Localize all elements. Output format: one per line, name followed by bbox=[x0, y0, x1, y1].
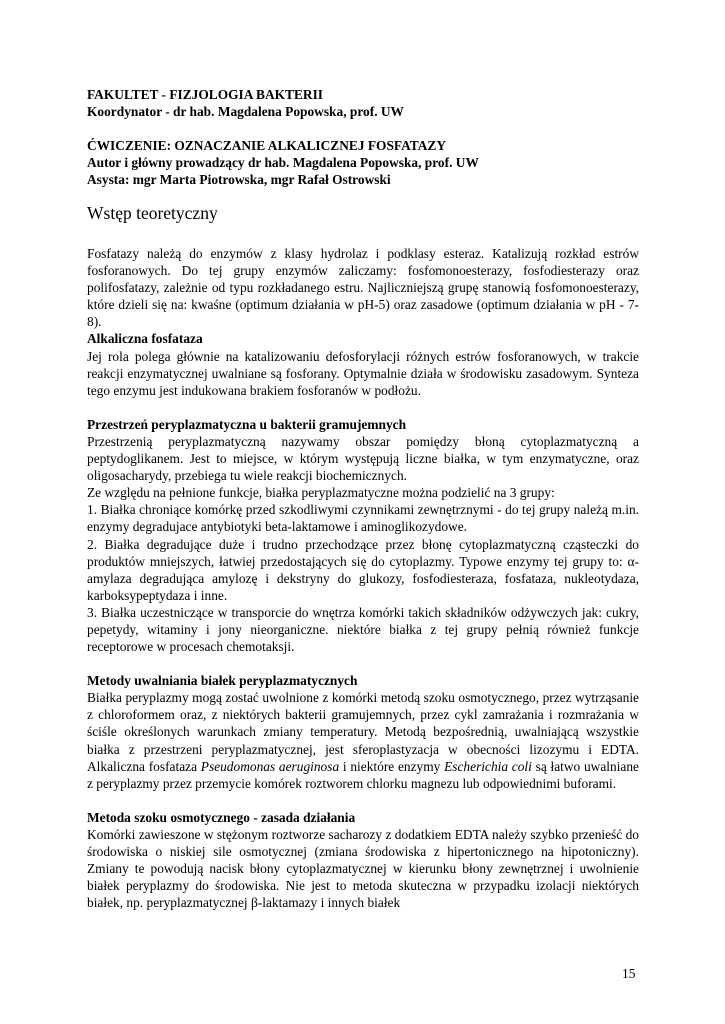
assistants-line: Asysta: mgr Marta Piotrowska, mgr Rafał Ostrowski bbox=[87, 172, 391, 188]
periplasm-paragraph-1: Przestrzenią peryplazmatyczną nazywamy obszar pomiędzy błoną cytoplazmatyczną a peptydoglikanem. Jest to miejsce, w którym występują liczne białka, w tym enzymatyczne, oraz oligosacharydy, przebiega tu wiele reakcji biochemicznych. bbox=[87, 433, 639, 484]
section-heading: Wstęp teoretyczny bbox=[87, 203, 218, 223]
alkaline-phosphatase-title: Alkaliczna fosfataza bbox=[87, 331, 203, 347]
faculty-line: FAKULTET - FIZJOLOGIA BAKTERII bbox=[87, 87, 324, 102]
osmotic-shock-title: Metoda szoku osmotycznego - zasada działania bbox=[87, 809, 356, 825]
periplasm-title: Przestrzeń peryplazmatyczna u bakterii gramujemnych bbox=[87, 416, 407, 432]
alkaline-phosphatase-paragraph: Jej rola polega głównie na katalizowaniu defosforylacji różnych estrów fosforanowych, w trakcie reakcji enzymatycznej uwalniane są fosforany. Optymalnie działa w środowisku zasadowym. Synteza tego enzymu jest indukowana brakiem fosforanów w podłożu. bbox=[87, 348, 639, 398]
species-ecoli: Escherichia coli bbox=[444, 758, 532, 774]
intro-paragraph: Fosfatazy należą do enzymów z klasy hydrolaz i podklasy esteraz. Katalizują rozkład estrów fosforanowych. Do tej grupy enzymów zaliczamy: fosfomonoesterazy, fosfodiesterazy oraz polifosfatazy, zależnie od typu rozkładanego estru. Najliczniejszą grupę stanowią fosfomonoesterazy, które dzieli się na: kwaśne (optimum działania w pH-5) oraz zasadowe (optimum działania w pH - 7-8). bbox=[87, 246, 639, 330]
periplasm-group-1: 1. Białka chroniące komórkę przed szkodliwymi czynnikami zewnętrznymi - do tej grupy należą m.in. enzymy degradujace antybiotyki beta-laktamowe i aminoglikozydowe. bbox=[87, 502, 639, 535]
periplasm-group-2: 2. Białka degradujące duże i trudno przechodzące przez błonę cytoplazmatyczną cząsteczki do produktów mniejszych, łatwiej przedostających się do cytoplazmy. Typowe enzymy tej grupy to: α-amylaza degradująca amylozę i dekstryny do glukozy, fosfodiesteraza, fosfataza, nukleotydaza, karboksypeptydaza i inne. bbox=[87, 536, 639, 603]
periplasm-group-3: 3. Białka uczestniczące w transporcie do wnętrza komórki takich składników odżywczych jak: cukry, pepetydy, witaminy i jony nieorganiczne. niektóre białka z tej grupy pełnią również funkcje receptorowe w procesach chemotaksji. bbox=[87, 604, 639, 655]
methods-title: Metody uwalniania białek peryplazmatycznych bbox=[87, 673, 358, 689]
page-number: 15 bbox=[622, 966, 636, 981]
coordinator-line: Koordynator - dr hab. Magdalena Popowska, prof. UW bbox=[87, 104, 404, 120]
document-header bbox=[87, 86, 647, 188]
methods-paragraph: Białka peryplazmy mogą zostać uwolnione z komórki metodą szoku osmotycznego, przez wytrząsanie z chloroformem oraz, z niektórych bakterii gramujemnych, przez cykl zamrażania i rozmrażania w ściśle określonych warunkach zmiany temperatury. Metodą bezpośrednią, uwalniającą wszystkie białka z przestrzeni peryplazmatycznej, jest sferoplastyzacja w obecności lizozymu i EDTA. Alkaliczna fosfataza Pseudomonas aeruginosa i niektóre enzymy Escherichia coli są łatwo uwalniane z peryplazmy przez przemycie komórek roztworem chlorku magnezu lub odpowiednimi buforami. bbox=[87, 690, 640, 791]
exercise-title: ĆWICZENIE: OZNACZANIE ALKALICZNEJ FOSFATAZY bbox=[87, 138, 446, 154]
osmotic-shock-paragraph: Komórki zawieszone w stężonym roztworze sacharozy z dodatkiem EDTA należy szybko przenieść do środowiska o niskiej sile osmotycznej (zmiana środowiska z hipertonicznego na hipotoniczny). Zmiany te powodują nacisk błony cytoplazmatycznej w kierunku błony zewnętrznej i uwolnienie białek peryplazmy do środowiska. Nie jest to metoda skuteczna w przypadku izolacji niektórych białek, np. peryplazmatycznej β-laktamazy i innych białek bbox=[87, 826, 639, 911]
document-body bbox=[87, 245, 639, 911]
author-line: Autor i główny prowadzący dr hab. Magdalena Popowska, prof. UW bbox=[87, 155, 479, 171]
periplasm-paragraph-2: Ze względu na pełnione funkcje, białka peryplazmatyczne można podzielić na 3 grupy: bbox=[87, 485, 555, 501]
species-pseudomonas: Pseudomonas aeruginosa bbox=[200, 758, 340, 774]
